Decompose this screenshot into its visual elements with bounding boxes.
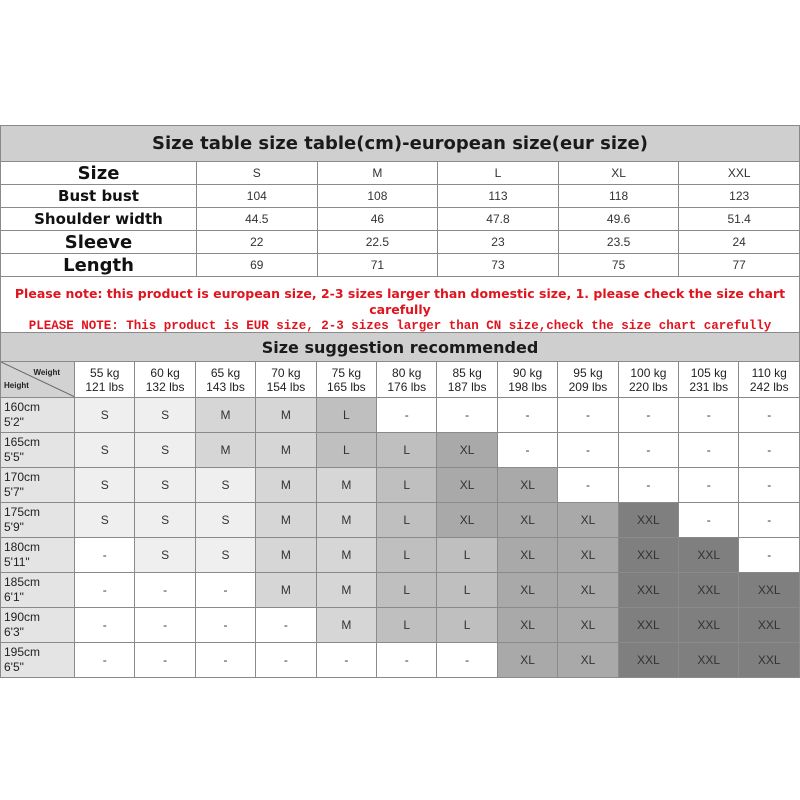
height-header-cell [1, 608, 75, 643]
size-recommendation-cell: XL [497, 538, 557, 573]
size-recommendation-cell: M [316, 573, 376, 608]
size-recommendation-cell: - [135, 608, 195, 643]
length-cell: 77 [679, 254, 800, 277]
corner-cell [1, 362, 75, 398]
table-row [1, 468, 800, 503]
size-recommendation-cell: - [135, 573, 195, 608]
height-ft: 6'3" [4, 625, 24, 639]
height-ft: 5'9" [4, 520, 24, 534]
size-recommendation-cell: XL [497, 573, 557, 608]
weight-kg: 90 kg [512, 365, 543, 380]
height-ft: 5'2" [4, 415, 24, 429]
weight-header-cell [497, 362, 557, 398]
suggestion-title: Size suggestion recommended [1, 333, 800, 362]
bust-cell: 104 [197, 185, 318, 208]
weight-header-cell [75, 362, 135, 398]
size-recommendation-cell: XL [558, 643, 618, 678]
weight-header-cell [256, 362, 316, 398]
size-recommendation-cell: - [437, 398, 497, 433]
size-recommendation-cell: S [195, 468, 255, 503]
size-recommendation-cell: L [437, 608, 497, 643]
size-recommendation-cell: S [195, 538, 255, 573]
size-recommendation-cell: L [437, 573, 497, 608]
weight-lbs: 165 lbs [326, 379, 366, 394]
height-cm: 175cm [4, 505, 41, 519]
size-recommendation-cell: - [437, 643, 497, 678]
sleeve-cell: 22.5 [317, 231, 438, 254]
size-chart [0, 125, 800, 678]
height-header-cell [1, 573, 75, 608]
size-recommendation-cell: L [377, 608, 437, 643]
size-recommendation-cell: - [135, 643, 195, 678]
height-cm: 185cm [4, 575, 41, 589]
weight-header-cell [437, 362, 497, 398]
size-recommendation-cell: - [739, 468, 800, 503]
weight-lbs: 176 lbs [387, 379, 427, 394]
table-row [1, 573, 800, 608]
sleeve-cell: 23 [438, 231, 559, 254]
size-recommendation-cell: - [739, 433, 800, 468]
row-label-length: Length [1, 254, 197, 277]
size-recommendation-cell: - [679, 433, 739, 468]
height-ft: 6'1" [4, 590, 24, 604]
size-recommendation-cell: XL [558, 608, 618, 643]
size-recommendation-cell: M [316, 468, 376, 503]
size-recommendation-cell: M [256, 503, 316, 538]
weight-kg: 60 kg [150, 365, 180, 380]
note-line-1: Please note: this product is european size, 2-3 sizes larger than domestic size, 1. please check the size chart carefully [14, 286, 786, 317]
size-recommendation-cell: XL [437, 433, 497, 468]
size-recommendation-cell: - [497, 433, 557, 468]
size-recommendation-cell: L [377, 538, 437, 573]
size-recommendation-cell: M [256, 433, 316, 468]
weight-lbs: 154 lbs [266, 379, 306, 394]
size-recommendation-cell: - [618, 433, 678, 468]
size-recommendation-cell: - [739, 503, 800, 538]
size-recommendation-cell: L [316, 433, 376, 468]
size-recommendation-cell: L [377, 433, 437, 468]
table-row [1, 538, 800, 573]
weight-lbs: 143 lbs [206, 379, 245, 394]
weight-header-cell [135, 362, 195, 398]
shoulder-cell: 49.6 [558, 208, 679, 231]
height-header-cell [1, 433, 75, 468]
weight-lbs: 187 lbs [447, 379, 487, 394]
height-cm: 170cm [4, 470, 41, 484]
size-recommendation-cell: M [316, 538, 376, 573]
size-recommendation-cell: M [256, 573, 316, 608]
weight-header-cell [618, 362, 678, 398]
size-recommendation-cell: XXL [739, 573, 800, 608]
size-recommendation-cell: XL [497, 503, 557, 538]
length-cell: 73 [438, 254, 559, 277]
weight-lbs: 121 lbs [85, 379, 125, 394]
size-recommendation-cell: - [75, 608, 135, 643]
size-recommendation-cell: XXL [618, 538, 678, 573]
weight-kg: 105 kg [690, 365, 727, 380]
measurement-table [0, 125, 800, 277]
size-recommendation-cell: XXL [618, 573, 678, 608]
table-row [1, 643, 800, 678]
size-recommendation-cell: M [316, 503, 376, 538]
size-recommendation-cell: S [135, 538, 195, 573]
size-recommendation-cell: L [377, 503, 437, 538]
size-recommendation-cell: S [135, 468, 195, 503]
size-recommendation-cell: XXL [618, 503, 678, 538]
size-recommendation-cell: XL [497, 468, 557, 503]
size-recommendation-cell: XXL [739, 608, 800, 643]
size-recommendation-cell: - [497, 398, 557, 433]
row-label-size: Size [1, 162, 197, 185]
weight-header-cell [316, 362, 376, 398]
size-recommendation-cell: XL [558, 573, 618, 608]
weight-lbs: 132 lbs [145, 379, 185, 394]
sleeve-cell: 23.5 [558, 231, 679, 254]
height-header-cell [1, 538, 75, 573]
table-row [1, 433, 800, 468]
weight-kg: 65 kg [210, 365, 241, 380]
size-recommendation-cell: - [739, 398, 800, 433]
length-cell: 71 [317, 254, 438, 277]
size-recommendation-cell: - [377, 398, 437, 433]
row-label-sleeve: Sleeve [1, 231, 197, 254]
size-recommendation-cell: XXL [739, 643, 800, 678]
size-recommendation-cell: L [377, 573, 437, 608]
size-recommendation-cell: - [316, 643, 376, 678]
size-recommendation-cell: XXL [618, 608, 678, 643]
size-recommendation-cell: - [558, 398, 618, 433]
weight-header-cell [377, 362, 437, 398]
weight-lbs: 220 lbs [629, 379, 668, 394]
weight-header-cell [558, 362, 618, 398]
size-recommendation-cell: L [377, 468, 437, 503]
size-recommendation-cell: XL [437, 503, 497, 538]
size-cell: S [197, 162, 318, 185]
height-ft: 6'5" [4, 660, 24, 674]
size-notes [0, 277, 800, 332]
weight-axis-label: Weight [33, 368, 60, 377]
bust-cell: 108 [317, 185, 438, 208]
shoulder-cell: 51.4 [679, 208, 800, 231]
length-cell: 69 [197, 254, 318, 277]
height-cm: 180cm [4, 540, 41, 554]
height-cm: 195cm [4, 645, 41, 659]
weight-kg: 95 kg [573, 365, 603, 380]
weight-kg: 70 kg [271, 365, 301, 380]
size-recommendation-cell: M [195, 398, 255, 433]
size-recommendation-cell: M [256, 538, 316, 573]
bust-cell: 118 [558, 185, 679, 208]
size-recommendation-cell: - [558, 433, 618, 468]
weight-kg: 80 kg [392, 365, 422, 380]
size-recommendation-cell: S [75, 468, 135, 503]
size-recommendation-cell: - [558, 468, 618, 503]
height-cm: 160cm [4, 400, 41, 414]
table-row [1, 503, 800, 538]
weight-kg: 75 kg [331, 365, 361, 380]
size-recommendation-cell: XXL [679, 538, 739, 573]
height-ft: 5'11" [4, 555, 30, 569]
size-recommendation-cell: - [618, 398, 678, 433]
size-recommendation-cell: M [256, 468, 316, 503]
height-header-cell [1, 398, 75, 433]
size-recommendation-cell: - [195, 608, 255, 643]
weight-header-cell [739, 362, 800, 398]
weight-kg: 85 kg [452, 365, 482, 380]
size-recommendation-cell: - [679, 503, 739, 538]
shoulder-cell: 46 [317, 208, 438, 231]
size-recommendation-cell: - [739, 538, 800, 573]
size-recommendation-cell: - [377, 643, 437, 678]
size-recommendation-cell: M [316, 608, 376, 643]
bust-cell: 123 [679, 185, 800, 208]
size-cell: L [438, 162, 559, 185]
size-recommendation-cell: - [679, 468, 739, 503]
size-recommendation-cell: - [256, 608, 316, 643]
size-recommendation-cell: M [195, 433, 255, 468]
size-recommendation-cell: L [437, 538, 497, 573]
note-line-2: PLEASE NOTE: This product is EUR size, 2-3 sizes larger than CN size,check the size chart carefully [28, 319, 772, 333]
height-cm: 190cm [4, 610, 41, 624]
weight-lbs: 198 lbs [508, 379, 547, 394]
size-suggestion-table [0, 332, 800, 678]
size-recommendation-cell: XXL [679, 643, 739, 678]
size-recommendation-cell: S [135, 503, 195, 538]
table-row [1, 398, 800, 433]
size-recommendation-cell: XL [497, 608, 557, 643]
sleeve-cell: 22 [197, 231, 318, 254]
height-header-cell [1, 468, 75, 503]
size-recommendation-cell: S [75, 503, 135, 538]
weight-kg: 55 kg [90, 365, 120, 380]
size-recommendation-cell: - [195, 643, 255, 678]
weight-kg: 110 kg [751, 365, 787, 380]
size-recommendation-cell: XL [437, 468, 497, 503]
size-recommendation-cell: XL [558, 503, 618, 538]
size-recommendation-cell: XL [558, 538, 618, 573]
weight-header-cell [195, 362, 255, 398]
size-recommendation-cell: - [679, 398, 739, 433]
size-recommendation-cell: S [195, 503, 255, 538]
height-header-cell [1, 643, 75, 678]
height-axis-label: Height [4, 381, 29, 390]
height-header-cell [1, 503, 75, 538]
size-recommendation-cell: XXL [679, 573, 739, 608]
size-recommendation-cell: - [195, 573, 255, 608]
size-recommendation-cell: S [75, 433, 135, 468]
size-recommendation-cell: XL [497, 643, 557, 678]
size-recommendation-cell: - [75, 573, 135, 608]
size-recommendation-cell: XXL [679, 608, 739, 643]
weight-lbs: 242 lbs [749, 379, 789, 394]
size-recommendation-cell: - [75, 538, 135, 573]
height-cm: 165cm [4, 435, 41, 449]
weight-lbs: 209 lbs [568, 379, 608, 394]
size-table-title: Size table size table(cm)-european size(eur size) [1, 126, 800, 162]
shoulder-cell: 47.8 [438, 208, 559, 231]
weight-lbs: 231 lbs [689, 379, 729, 394]
row-label-shoulder: Shoulder width [1, 208, 197, 231]
size-recommendation-cell: - [256, 643, 316, 678]
size-recommendation-cell: M [256, 398, 316, 433]
size-recommendation-cell: S [135, 433, 195, 468]
size-recommendation-cell: XXL [618, 643, 678, 678]
size-recommendation-cell: S [75, 398, 135, 433]
size-recommendation-cell: - [75, 643, 135, 678]
size-cell: M [317, 162, 438, 185]
length-cell: 75 [558, 254, 679, 277]
size-recommendation-cell: - [618, 468, 678, 503]
size-cell: XXL [679, 162, 800, 185]
size-cell: XL [558, 162, 679, 185]
sleeve-cell: 24 [679, 231, 800, 254]
weight-header-cell [679, 362, 739, 398]
height-ft: 5'5" [4, 450, 24, 464]
bust-cell: 113 [438, 185, 559, 208]
table-row [1, 608, 800, 643]
size-recommendation-cell: L [316, 398, 376, 433]
size-recommendation-cell: S [135, 398, 195, 433]
height-ft: 5'7" [4, 485, 24, 499]
shoulder-cell: 44.5 [197, 208, 318, 231]
row-label-bust: Bust bust [1, 185, 197, 208]
weight-kg: 100 kg [630, 365, 667, 380]
